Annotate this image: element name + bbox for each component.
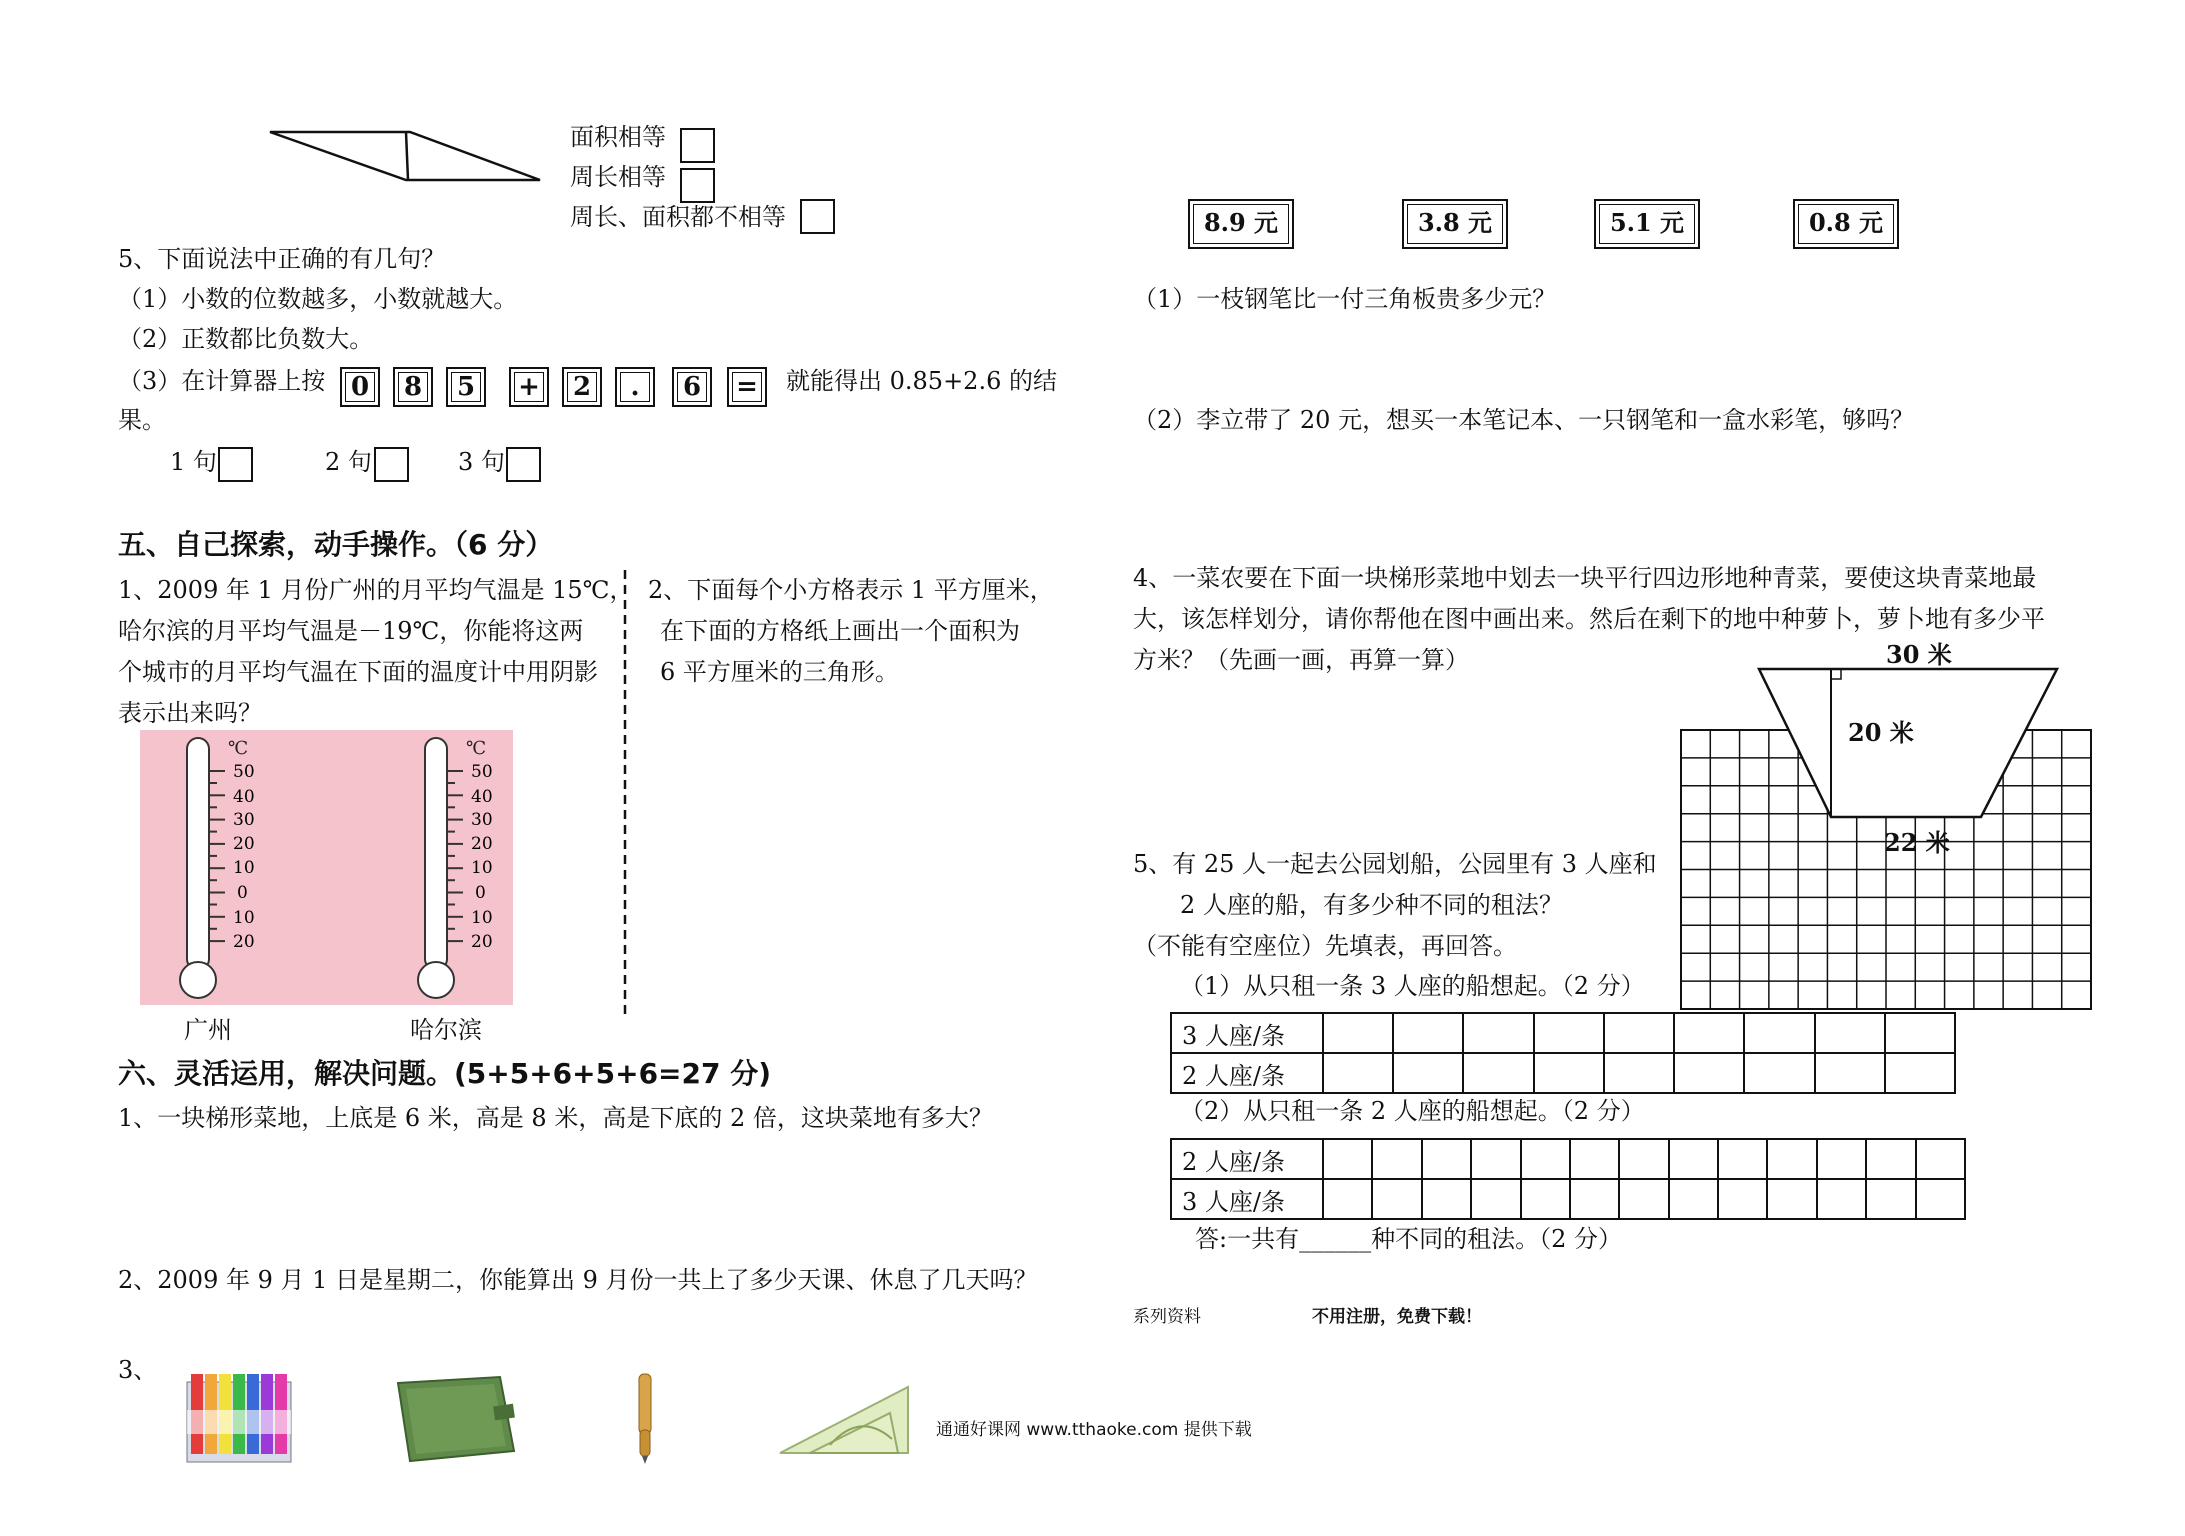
table-cell[interactable]: [1471, 1179, 1520, 1219]
table-cell[interactable]: [1604, 1053, 1674, 1093]
table-cell[interactable]: [1372, 1139, 1421, 1179]
row-label: 3 人座/条: [1171, 1179, 1323, 1219]
thermo-2-unit: ℃: [466, 738, 487, 759]
thermo-1-tick-label: 20: [233, 932, 255, 952]
q5-statement-3-end: 果。: [118, 406, 166, 434]
thermo-2-tick-label: 20: [471, 932, 493, 952]
city-harbin: 哈尔滨: [410, 1016, 482, 1044]
row-label: 2 人座/条: [1171, 1139, 1323, 1179]
r-q4-line-1: 4、一菜农要在下面一块梯形菜地中划去一块平行四边形地种青菜，要使这块青菜地最: [1133, 564, 2037, 592]
table-cell[interactable]: [1372, 1179, 1421, 1219]
table-cell[interactable]: [1323, 1053, 1393, 1093]
q5-statement-3-pre: （3）在计算器上按: [118, 367, 326, 395]
answer-line: 答:一共有______种不同的租法。（2 分）: [1195, 1225, 1622, 1253]
table-cell[interactable]: [1521, 1139, 1570, 1179]
r-q1: （1）一枝钢笔比一付三角板贵多少元？: [1133, 285, 1557, 313]
calc-key-6: 6: [672, 367, 712, 407]
price-tag-1: 8.9 元: [1188, 199, 1294, 249]
table-cell[interactable]: [1744, 1013, 1814, 1053]
notebook-image: [390, 1373, 520, 1463]
table-cell[interactable]: [1619, 1179, 1668, 1219]
sec5-q1-line-1: 1、2009 年 1 月份广州的月平均气温是 15℃，: [118, 576, 634, 604]
rental-table-2: [1170, 1138, 1966, 1220]
table-cell[interactable]: [1744, 1053, 1814, 1093]
table-cell[interactable]: [1463, 1053, 1533, 1093]
sec5-q2-line-2: 在下面的方格纸上画出一个面积为: [660, 617, 1020, 645]
parallelogram-figure: [262, 126, 552, 186]
table-cell[interactable]: [1767, 1139, 1816, 1179]
table-row: [1171, 1179, 1965, 1219]
table-cell[interactable]: [1718, 1179, 1767, 1219]
thermo-1-tick-label: 0: [237, 883, 248, 903]
thermo-2-tick-label: 10: [471, 908, 493, 928]
table-cell[interactable]: [1570, 1179, 1619, 1219]
price-tag-4: 0.8 元: [1793, 199, 1899, 249]
sec6-q2: 2、2009 年 9 月 1 日是星期二，你能算出 9 月份一共上了多少天课、休息了几天吗？: [118, 1266, 1038, 1294]
row-label: 3 人座/条: [1171, 1013, 1323, 1053]
thermometer-panel: [140, 730, 513, 1005]
dashed-divider: [620, 570, 630, 1015]
table-cell[interactable]: [1570, 1139, 1619, 1179]
table-cell[interactable]: [1815, 1053, 1885, 1093]
checkbox-neither-equal[interactable]: [800, 199, 835, 234]
sec5-q1-line-2: 哈尔滨的月平均气温是－19℃，你能将这两: [118, 617, 584, 645]
sec5-q1-line-3: 个城市的月平均气温在下面的温度计中用阴影: [118, 658, 598, 686]
section-5-title: 五、自己探索，动手操作。（6 分）: [118, 528, 554, 561]
r-q2: （2）李立带了 20 元，想买一本笔记本、一只钢笔和一盒水彩笔，够吗？: [1133, 406, 1915, 434]
table-cell[interactable]: [1817, 1179, 1866, 1219]
checkbox-choice-1[interactable]: [218, 447, 253, 482]
choice-1: 1 句: [170, 448, 217, 476]
sec5-q1-line-4: 表示出来吗？: [118, 699, 262, 727]
footer-left: 系列资料: [1133, 1307, 1201, 1327]
trap-height-label: 20 米: [1848, 718, 1914, 747]
calc-key-5: 5: [446, 367, 486, 407]
table-cell[interactable]: [1674, 1053, 1744, 1093]
r-q4-line-2: 大，该怎样划分，请你帮他在图中画出来。然后在剩下的地中种萝卜，萝卜地有多少平: [1133, 605, 2045, 633]
table-cell[interactable]: [1669, 1179, 1718, 1219]
checkbox-perimeter-equal[interactable]: [680, 168, 715, 203]
trap-top-label: 30 米: [1886, 640, 1952, 669]
r-q5-part-1: （1）从只租一条 3 人座的船想起。（2 分）: [1180, 972, 1645, 1000]
sec5-q2-line-3: 6 平方厘米的三角形。: [660, 658, 899, 686]
city-guangzhou: 广州: [184, 1016, 232, 1044]
checkbox-choice-3[interactable]: [506, 447, 541, 482]
thermo-1-tick-label: 30: [233, 810, 255, 830]
thermo-2-tick-label: 30: [471, 810, 493, 830]
sec6-q1: 1、一块梯形菜地，上底是 6 米，高是 8 米，高是下底的 2 倍，这块菜地有多大？: [118, 1104, 993, 1132]
option-area-equal: 面积相等: [570, 123, 666, 151]
thermo-1-tick-label: 40: [233, 787, 255, 807]
table-cell[interactable]: [1323, 1139, 1372, 1179]
table-cell[interactable]: [1815, 1013, 1885, 1053]
table-cell[interactable]: [1534, 1013, 1604, 1053]
thermo-1-tick-label: 10: [233, 908, 255, 928]
trap-bottom-label: 22 米: [1884, 828, 1950, 857]
checkbox-area-equal[interactable]: [680, 128, 715, 163]
q5-statement-2: （2）正数都比负数大。: [118, 325, 374, 353]
table-cell[interactable]: [1718, 1139, 1767, 1179]
table-row: [1171, 1013, 1955, 1053]
table-row: [1171, 1139, 1965, 1179]
table-cell[interactable]: [1767, 1179, 1816, 1219]
table-cell[interactable]: [1422, 1179, 1471, 1219]
calc-key-dot: .: [615, 367, 655, 407]
fountain-pen-image: [630, 1370, 660, 1465]
thermo-2-tick-label: 50: [471, 762, 493, 782]
q5-statement-1: （1）小数的位数越多，小数就越大。: [118, 285, 518, 313]
r-q4-line-3: 方米？（先画一画，再算一算）: [1133, 646, 1469, 674]
table-cell[interactable]: [1534, 1053, 1604, 1093]
table-cell[interactable]: [1817, 1139, 1866, 1179]
table-cell[interactable]: [1669, 1139, 1718, 1179]
section-6-title: 六、灵活运用，解决问题。(5+5+6+5+6=27 分): [118, 1057, 772, 1090]
price-tag-3: 5.1 元: [1594, 199, 1700, 249]
thermo-1-tick-label: 20: [233, 834, 255, 854]
calc-key-8: 8: [393, 367, 433, 407]
table-cell[interactable]: [1604, 1013, 1674, 1053]
table-cell[interactable]: [1916, 1139, 1966, 1179]
option-perimeter-equal: 周长相等: [570, 163, 666, 191]
table-cell[interactable]: [1393, 1053, 1463, 1093]
calc-key-equals: =: [727, 367, 767, 407]
r-q5-line-3: （不能有空座位）先填表，再回答。: [1133, 932, 1517, 960]
table-cell[interactable]: [1866, 1179, 1915, 1219]
calc-key-plus: +: [509, 367, 549, 407]
sec5-q2-line-1: 2、下面每个小方格表示 1 平方厘米，: [648, 576, 1054, 604]
thermo-2-tick-label: 40: [471, 787, 493, 807]
table-cell[interactable]: [1323, 1013, 1393, 1053]
calc-key-2: 2: [562, 367, 602, 407]
footer-mid: 不用注册，免费下载！: [1312, 1307, 1482, 1327]
table-cell[interactable]: [1674, 1013, 1744, 1053]
thermo-2-tick-label: 20: [471, 834, 493, 854]
table-cell[interactable]: [1521, 1179, 1570, 1219]
table-cell[interactable]: [1885, 1013, 1955, 1053]
footer-site: 通通好课网 www.tthaoke.com 提供下载: [936, 1420, 1252, 1440]
thermo-1-tick-label: 10: [233, 858, 255, 878]
price-tag-2: 3.8 元: [1402, 199, 1508, 249]
table-row: [1171, 1053, 1955, 1093]
table-cell[interactable]: [1866, 1139, 1915, 1179]
thermo-2-tick-label: 10: [471, 858, 493, 878]
choice-2: 2 句: [325, 448, 372, 476]
option-neither-equal: 周长、面积都不相等: [570, 203, 786, 231]
rental-table-1: [1170, 1012, 1956, 1094]
thermo-1-unit: ℃: [228, 738, 249, 759]
thermo-1-tick-label: 50: [233, 762, 255, 782]
table-cell[interactable]: [1323, 1179, 1372, 1219]
choice-3: 3 句: [458, 448, 505, 476]
table-cell[interactable]: [1885, 1053, 1955, 1093]
triangle-ruler-image: [770, 1383, 915, 1463]
table-cell[interactable]: [1471, 1139, 1520, 1179]
r-q5-line-2: 2 人座的船，有多少种不同的租法？: [1180, 891, 1563, 919]
table-cell[interactable]: [1619, 1139, 1668, 1179]
r-q5-part-2: （2）从只租一条 2 人座的船想起。（2 分）: [1180, 1097, 1645, 1125]
checkbox-choice-2[interactable]: [374, 447, 409, 482]
table-cell[interactable]: [1422, 1139, 1471, 1179]
q5-statement-3-post: 就能得出 0.85+2.6 的结: [786, 367, 1057, 395]
table-cell[interactable]: [1916, 1179, 1966, 1219]
thermometers-figure: [140, 730, 513, 1005]
sec6-q3-label: 3、: [118, 1356, 158, 1384]
thermo-2-tick-label: 0: [475, 883, 486, 903]
table-cell[interactable]: [1393, 1013, 1463, 1053]
watercolor-pens-image: [185, 1370, 295, 1465]
calc-key-0: 0: [340, 367, 380, 407]
r-q5-line-1: 5、有 25 人一起去公园划船，公园里有 3 人座和: [1133, 850, 1657, 878]
q5-title: 5、下面说法中正确的有几句？: [118, 245, 446, 273]
table-cell[interactable]: [1463, 1013, 1533, 1053]
row-label: 2 人座/条: [1171, 1053, 1323, 1093]
